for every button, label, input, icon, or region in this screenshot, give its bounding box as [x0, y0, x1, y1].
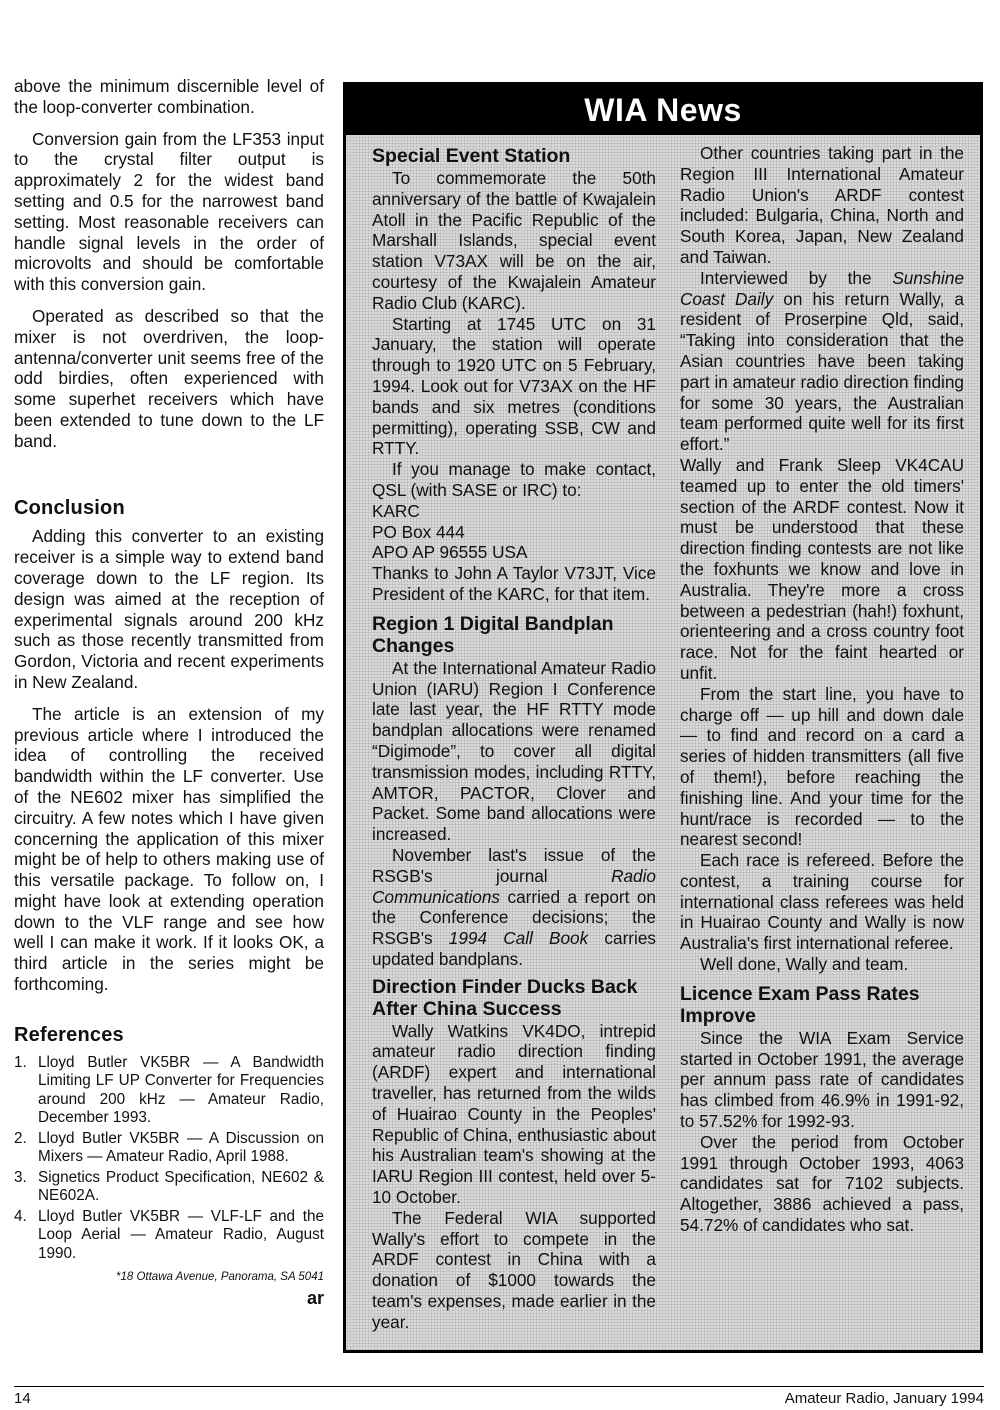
reference-number: 4.: [14, 1207, 27, 1225]
wia-news-banner: WIA News: [346, 85, 980, 135]
direction-finder-heading: Direction Finder Ducks Back After China Success: [372, 975, 638, 1020]
special-event-paragraph-2: Starting at 1745 UTC on 31 January, the station will operate through to 1920 UTC on 5 February, 1994. Look out for V73AX on the HF bands and six metres (conditions permitting), operating SSB, CW and RTTY.: [372, 313, 656, 459]
reference-number: 2.: [14, 1129, 27, 1147]
df-text: Interviewed by the: [700, 267, 893, 288]
special-event-thanks: Thanks to John A Taylor V73JT, Vice President of the KARC, for that item.: [372, 563, 656, 604]
reference-text: Lloyd Butler VK5BR — VLF-LF and the Loop Aerial — Amateur Radio, August 1990.: [38, 1207, 324, 1262]
newspaper-title: Sunshine Coast Daily: [680, 267, 964, 309]
reference-item: [14, 1130, 324, 1167]
intro-paragraph-1: above the minimum discernible level of the loop-converter combination.: [14, 76, 324, 117]
reference-item: [14, 1054, 324, 1128]
journal-title: Radio Communications: [372, 865, 656, 907]
region1-heading: Region 1 Digital Bandplan Changes: [372, 612, 614, 657]
region1-text: carried a report on the Conference decisions; the RSGB's: [372, 886, 656, 949]
qsl-address-line: APO AP 96555 USA: [372, 542, 528, 563]
page-number: 14: [14, 1390, 31, 1407]
news-column-right: [680, 143, 964, 1236]
page-footer: [14, 1386, 984, 1409]
reference-text: Signetics Product Specification, NE602 & NE602A.: [38, 1168, 324, 1205]
licence-exam-heading: Licence Exam Pass Rates Improve: [680, 982, 920, 1027]
reference-text: Lloyd Butler VK5BR — A Bandwidth Limiting LF UP Converter for Frequencies around 200 kHz — Amateur Radio, December 1993.: [38, 1053, 324, 1127]
direction-finder-paragraph-4: [680, 268, 964, 455]
reference-number: 3.: [14, 1168, 27, 1186]
special-event-heading: Special Event Station: [372, 145, 571, 167]
reference-item: [14, 1169, 324, 1206]
conclusion-paragraph-2: The article is an extension of my previous article where I introduced the idea of controlling the received bandwidth within the LF converter. Use of the NE602 mixer has simplified the circuitry. A few notes which I have given concerning the application of this mixer might be of help to others making use of this versatile package. To follow on, I might have look at extending operation down to the VLF range and see how well I can make it work. If it looks OK, a third article in the series might be forthcoming.: [14, 703, 324, 995]
reference-number: 1.: [14, 1053, 27, 1071]
df-text: on his return Wally, a resident of Proserpine Qld, said, “Taking into consideration that the Asian countries have been taking part in amateur radio direction finding for some 30 years, the Australian team performed quite well for its first effort.”: [680, 288, 964, 455]
intro-paragraph-3: Operated as described so that the mixer is not overdriven, the loop-antenna/converter unit seems free of the odd birdies, often experienced with some superhet receivers which have been extended to tune down to the LF band.: [14, 305, 324, 451]
licence-exam-paragraph-2: Over the period from October 1991 through October 1993, 4063 candidates sat for 7102 subjects. Altogether, 3886 achieved a pass, 54.72% of candidates who sat.: [680, 1131, 964, 1236]
licence-exam-paragraph-1: Since the WIA Exam Service started in October 1991, the average per annum pass rate of candidates has climbed from 46.9% in 1991-92, to 57.52% for 1992-93.: [680, 1027, 964, 1132]
wia-news-box: [343, 82, 983, 1353]
reference-item: [14, 1208, 324, 1264]
author-address: *18 Ottawa Avenue, Panorama, SA 5041: [116, 1271, 324, 1284]
intro-paragraph-2: Conversion gain from the LF353 input to the crystal filter output is approximately 2 for the widest band setting and 0.5 for the narrowest band setting. Most reasonable receivers can handle signal levels in the order of microvolts and should be comfortable with this conversion gain.: [14, 128, 324, 295]
article-column: [14, 76, 324, 1309]
end-mark: ar: [306, 1287, 324, 1308]
direction-finder-paragraph-3: Other countries taking part in the Region III International Amateur Radio Union's ARDF contest included: Bulgaria, China, North and South Korea, Japan, New Zealand and Taiwan.: [680, 143, 964, 267]
region1-paragraph-2: [372, 845, 656, 970]
special-event-paragraph-1: To commemorate the 50th anniversary of the battle of Kwajalein Atoll in the Pacific Republic of the Marshall Islands, special event station V73AX will be on the air, courtesy of the Kwajalein Amateur Radio Club (KARC).: [372, 168, 656, 313]
qsl-address-line: KARC: [372, 500, 420, 521]
direction-finder-paragraph-8: Well done, Wally and team.: [700, 954, 909, 975]
direction-finder-paragraph-6: From the start line, you have to charge off — up hill and down dale — to find and record on a card a series of hidden transmitters (all five of them!), before reaching the finishing line. And your time for the hunt/race is recorded — to the nearest second!: [680, 683, 964, 850]
region1-text: November last's issue of the RSGB's journal: [372, 844, 656, 886]
conclusion-paragraph-1: Adding this converter to an existing receiver is a simple way to extend band coverage down to the LF region. Its design was aimed at the reception of experimental signals around 200 kHz such as those recently transmitted from Gordon, Victoria and recent experiments in New Zealand.: [14, 526, 324, 692]
direction-finder-paragraph-1: Wally Watkins VK4DO, intrepid amateur radio direction finding (ARDF) expert and international traveller, has returned from the wilds of Huairao County in the Peoples' Republic of China, enthusiastic about his Australian team's showing at the IARU Region III contest, held over 5-10 October.: [372, 1020, 656, 1208]
region1-text: carries updated bandplans.: [372, 928, 656, 969]
direction-finder-paragraph-5: Wally and Frank Sleep VK4CAU teamed up to enter the old timers' section of the ARDF contest. Now it must be understood that these direction finding contests are not like the foxhunts we know and love in Australia. They're more a cross between a pedestrian (hah!) foxhunt, orienteering and a cross country foot race. Not for the faint hearted or unfit.: [680, 454, 964, 683]
direction-finder-paragraph-2: The Federal WIA supported Wally's effort to compete in the ARDF contest in China with a donation of $1000 towards the team's expenses, made earlier in the year.: [372, 1207, 656, 1332]
reference-text: Lloyd Butler VK5BR — A Discussion on Mixers — Amateur Radio, April 1988.: [38, 1129, 324, 1166]
news-column-left: [372, 143, 656, 1333]
conclusion-heading: Conclusion: [14, 496, 125, 519]
direction-finder-paragraph-7: Each race is refereed. Before the contest, a training course for international class referees was held in Huairao County and Wally is now Australia's first international referee.: [680, 850, 964, 954]
special-event-paragraph-3: If you manage to make contact, QSL (with SASE or IRC) to:: [372, 459, 656, 500]
qsl-address-line: PO Box 444: [372, 521, 465, 542]
references-list: [14, 1054, 324, 1264]
book-title: 1994 Call Book: [448, 928, 589, 949]
publication-line: Amateur Radio, January 1994: [784, 1390, 984, 1407]
region1-paragraph-1: At the International Amateur Radio Union (IARU) Region I Conference late last year, the HF RTTY mode bandplan allocations were renamed “Digimode”, to cover all digital transmission modes, including RTTY, AMTOR, PACTOR, Clover and Packet. Some band allocations were increased.: [372, 657, 656, 845]
references-heading: References: [14, 1023, 124, 1046]
